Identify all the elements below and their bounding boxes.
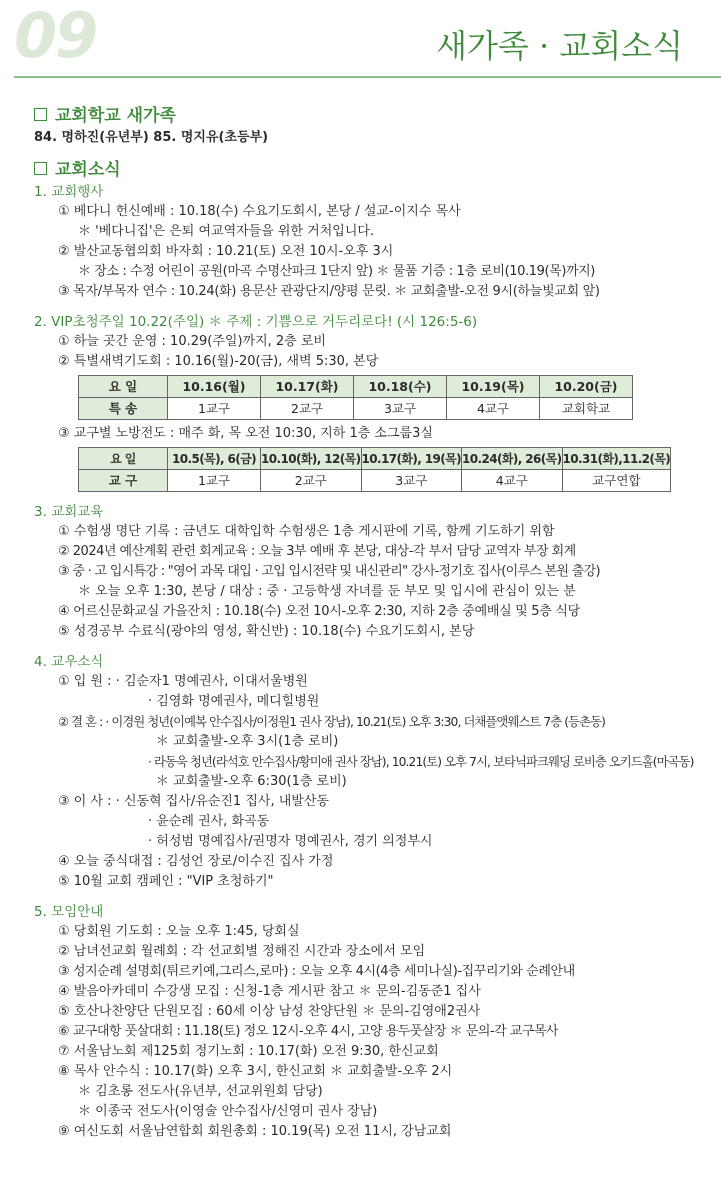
table-header-cell: 10.10(화), 12(목) [261,448,362,470]
table-header-cell: 요 일 [79,376,168,398]
meeting-item: ① 당회원 기도회 : 오늘 오후 1:45, 당회실 [58,924,300,939]
evangelism-schedule-table [78,447,671,492]
table-cell: 2교구 [261,398,354,420]
table-header-cell: 10.19(목) [447,376,540,398]
event-note: ＊ '베다니집'은 은퇴 여교역자들을 위한 거처입니다. [78,224,375,239]
table-cell: 1교구 [168,470,261,492]
table-row [79,470,671,492]
page-title: 새가족 · 교회소식 [436,27,683,65]
section-heading-text: 교회소식 [55,160,121,180]
table-cell: 1교구 [168,398,261,420]
table-row [79,398,633,420]
education-item: ② 2024년 예산계획 관련 회계교육 : 오늘 3부 예배 후 본당, 대상-각 부서 담당 교역자 부장 회계 [58,544,576,559]
education-item: ③ 중 · 고 입시특강 : "영어 과목 대입 · 고입 입시전략 및 내신관리" 강사-정기호 집사(이루스 본원 출강) [58,564,600,579]
members-item: ④ 오늘 중식대접 : 김성언 장로/이수진 집사 가정 [58,854,334,869]
education-item: ① 수험생 명단 기록 : 금년도 대학입학 수험생은 1층 게시판에 기록, 함께 기도하기 위함 [58,524,555,539]
event-item: ③ 목자/부목자 연수 : 10.24(화) 용문산 관광단지/양평 문릿. ＊ 교회출발-오전 9시(하늘빛교회 앞) [58,284,600,299]
subsection-vip-title: 2. VIP초청주일 10.22(주일) ＊ 주제 : 기쁨으로 거두리로다! (시 126:5-6) [34,314,478,330]
subsection-members-title: 4. 교우소식 [34,654,104,670]
event-item: ① 베다니 헌신예배 : 10.18(수) 수요기도회시, 본당 / 설교-이지수 목사 [58,204,461,219]
members-note: ＊ 교회출발-오후 3시(1층 로비) [156,734,339,749]
education-item: ⑤ 성경공부 수료식(광야의 영성, 확신반) : 10.18(수) 수요기도회시, 본당 [58,624,475,639]
checkbox-square-icon [34,162,47,175]
meeting-note: ＊ 이종국 전도사(이영술 안수집사/신영미 권사 장남) [78,1104,378,1119]
table-row-header: 특 송 [79,398,168,420]
members-item: ② 결 혼 : · 이경원 청년(이예복 안수집사/이정원1 권사 장남), 10.21(토) 오후 3:30, 더채플앳웨스트 7층 (등촌동) [58,715,605,729]
members-subitem: · 김영화 명예권사, 메디힐병원 [148,694,320,709]
meeting-note: ＊ 김초롱 전도사(유년부, 선교위원회 담당) [78,1084,323,1099]
table-cell: 4교구 [447,398,540,420]
prayer-schedule-table [78,375,633,420]
event-note: ＊ 장소 : 수정 어린이 공원(마곡 수명산파크 1단지 앞) ＊ 물품 기증 : 1층 로비(10.19(목)까지) [78,264,595,279]
vip-item: ③ 교구별 노방전도 : 매주 화, 목 오전 10:30, 지하 1층 소그룹3실 [58,426,433,441]
meeting-item: ③ 성지순례 설명회(튀르키예,그리스,로마) : 오늘 오후 4시(4층 세미나실)-집꾸리기와 순례안내 [58,964,575,979]
members-subitem: · 허성범 명예집사/권명자 명예권사, 경기 의정부시 [148,834,433,849]
table-header-cell: 10.18(수) [354,376,447,398]
meeting-item: ④ 발음아카데미 수강생 모집 : 신청-1층 게시판 참고 ＊ 문의-김동준1 집사 [58,984,481,999]
members-item: ⑤ 10월 교회 캠페인 : "VIP 초청하기" [58,874,274,889]
table-header-cell: 요 일 [79,448,168,470]
table-header-cell: 10.5(목), 6(금) [168,448,261,470]
table-row [79,448,671,470]
section-heading-newfamily [34,104,713,128]
vip-item: ① 하늘 곳간 운영 : 10.29(주일)까지, 2층 로비 [58,334,326,349]
table-row-header: 교 구 [79,470,168,492]
table-row [79,376,633,398]
section-heading-text: 교회학교 새가족 [55,106,176,126]
subsection-education-title: 3. 교회교육 [34,504,104,520]
table-header-cell: 10.17(화) [261,376,354,398]
subsection-meetings-title: 5. 모임안내 [34,904,104,920]
table-cell: 3교구 [361,470,462,492]
members-note: ＊ 교회출발-오후 6:30(1층 로비) [156,774,347,789]
table-cell: 3교구 [354,398,447,420]
table-cell: 4교구 [462,470,563,492]
page-number: 09 [14,0,97,72]
table-cell: 교구연합 [562,470,671,492]
members-item: ① 입 원 : · 김순자1 명예권사, 이대서울병원 [58,674,308,689]
vip-item: ② 특별새벽기도회 : 10.16(월)-20(금), 새벽 5:30, 본당 [58,354,379,369]
table-cell: 교회학교 [540,398,633,420]
meeting-item: ⑨ 여신도회 서울남연합회 회원총회 : 10.19(목) 오전 11시, 강남교회 [58,1124,452,1139]
education-item: ④ 어르신문화교실 가을잔치 : 10.18(수) 오전 10시-오후 2:30, 지하 2층 중예배실 및 5층 식당 [58,604,580,619]
meeting-item: ⑧ 목사 안수식 : 10.17(화) 오후 3시, 한신교회 ＊ 교회출발-오후 2시 [58,1064,453,1079]
event-item: ② 발산교동협의회 바자회 : 10.21(토) 오전 10시-오후 3시 [58,244,394,259]
meeting-item: ⑦ 서울남노회 제125회 정기노회 : 10.17(화) 오전 9:30, 한신교회 [58,1044,439,1059]
meeting-item: ⑤ 호산나찬양단 단원모집 : 60세 이상 남성 찬양단원 ＊ 문의-김영애2권사 [58,1004,481,1019]
newfamily-list: 84. 명하진(유년부) 85. 명지유(초등부) [34,130,269,145]
meeting-item: ② 남녀선교회 월례회 : 각 선교회별 정해진 시간과 장소에서 모임 [58,944,426,959]
table-header-cell: 10.31(화),11.2(목) [562,448,671,470]
members-subitem: · 윤순례 권사, 화곡동 [148,814,270,829]
education-note: ＊ 오늘 오후 1:30, 본당 / 대상 : 중 · 고등학생 자녀를 둔 부모 및 입시에 관심이 있는 분 [78,584,576,599]
table-header-cell: 10.20(금) [540,376,633,398]
table-header-cell: 10.17(화), 19(목) [361,448,462,470]
section-heading-news [34,158,713,182]
table-header-cell: 10.16(월) [168,376,261,398]
header-divider [14,76,721,78]
subsection-events-title: 1. 교회행사 [34,184,104,200]
table-header-cell: 10.24(화), 26(목) [462,448,563,470]
meeting-item: ⑥ 교구대항 풋살대회 : 11.18(토) 정오 12시-오후 4시, 고양 용두풋살장 ＊ 문의-각 교구목사 [58,1024,558,1039]
bulletin-content [34,96,713,1142]
members-subitem: · 라동욱 청년(라석호 안수집사/황미애 권사 장남), 10.21(토) 오후 7시, 보타닉파크웨딩 로비층 오키드홀(마곡동) [148,755,694,769]
checkbox-square-icon [34,108,47,121]
table-cell: 2교구 [261,470,362,492]
members-item: ③ 이 사 : · 신동혁 집사/유순진1 집사, 내발산동 [58,794,329,809]
